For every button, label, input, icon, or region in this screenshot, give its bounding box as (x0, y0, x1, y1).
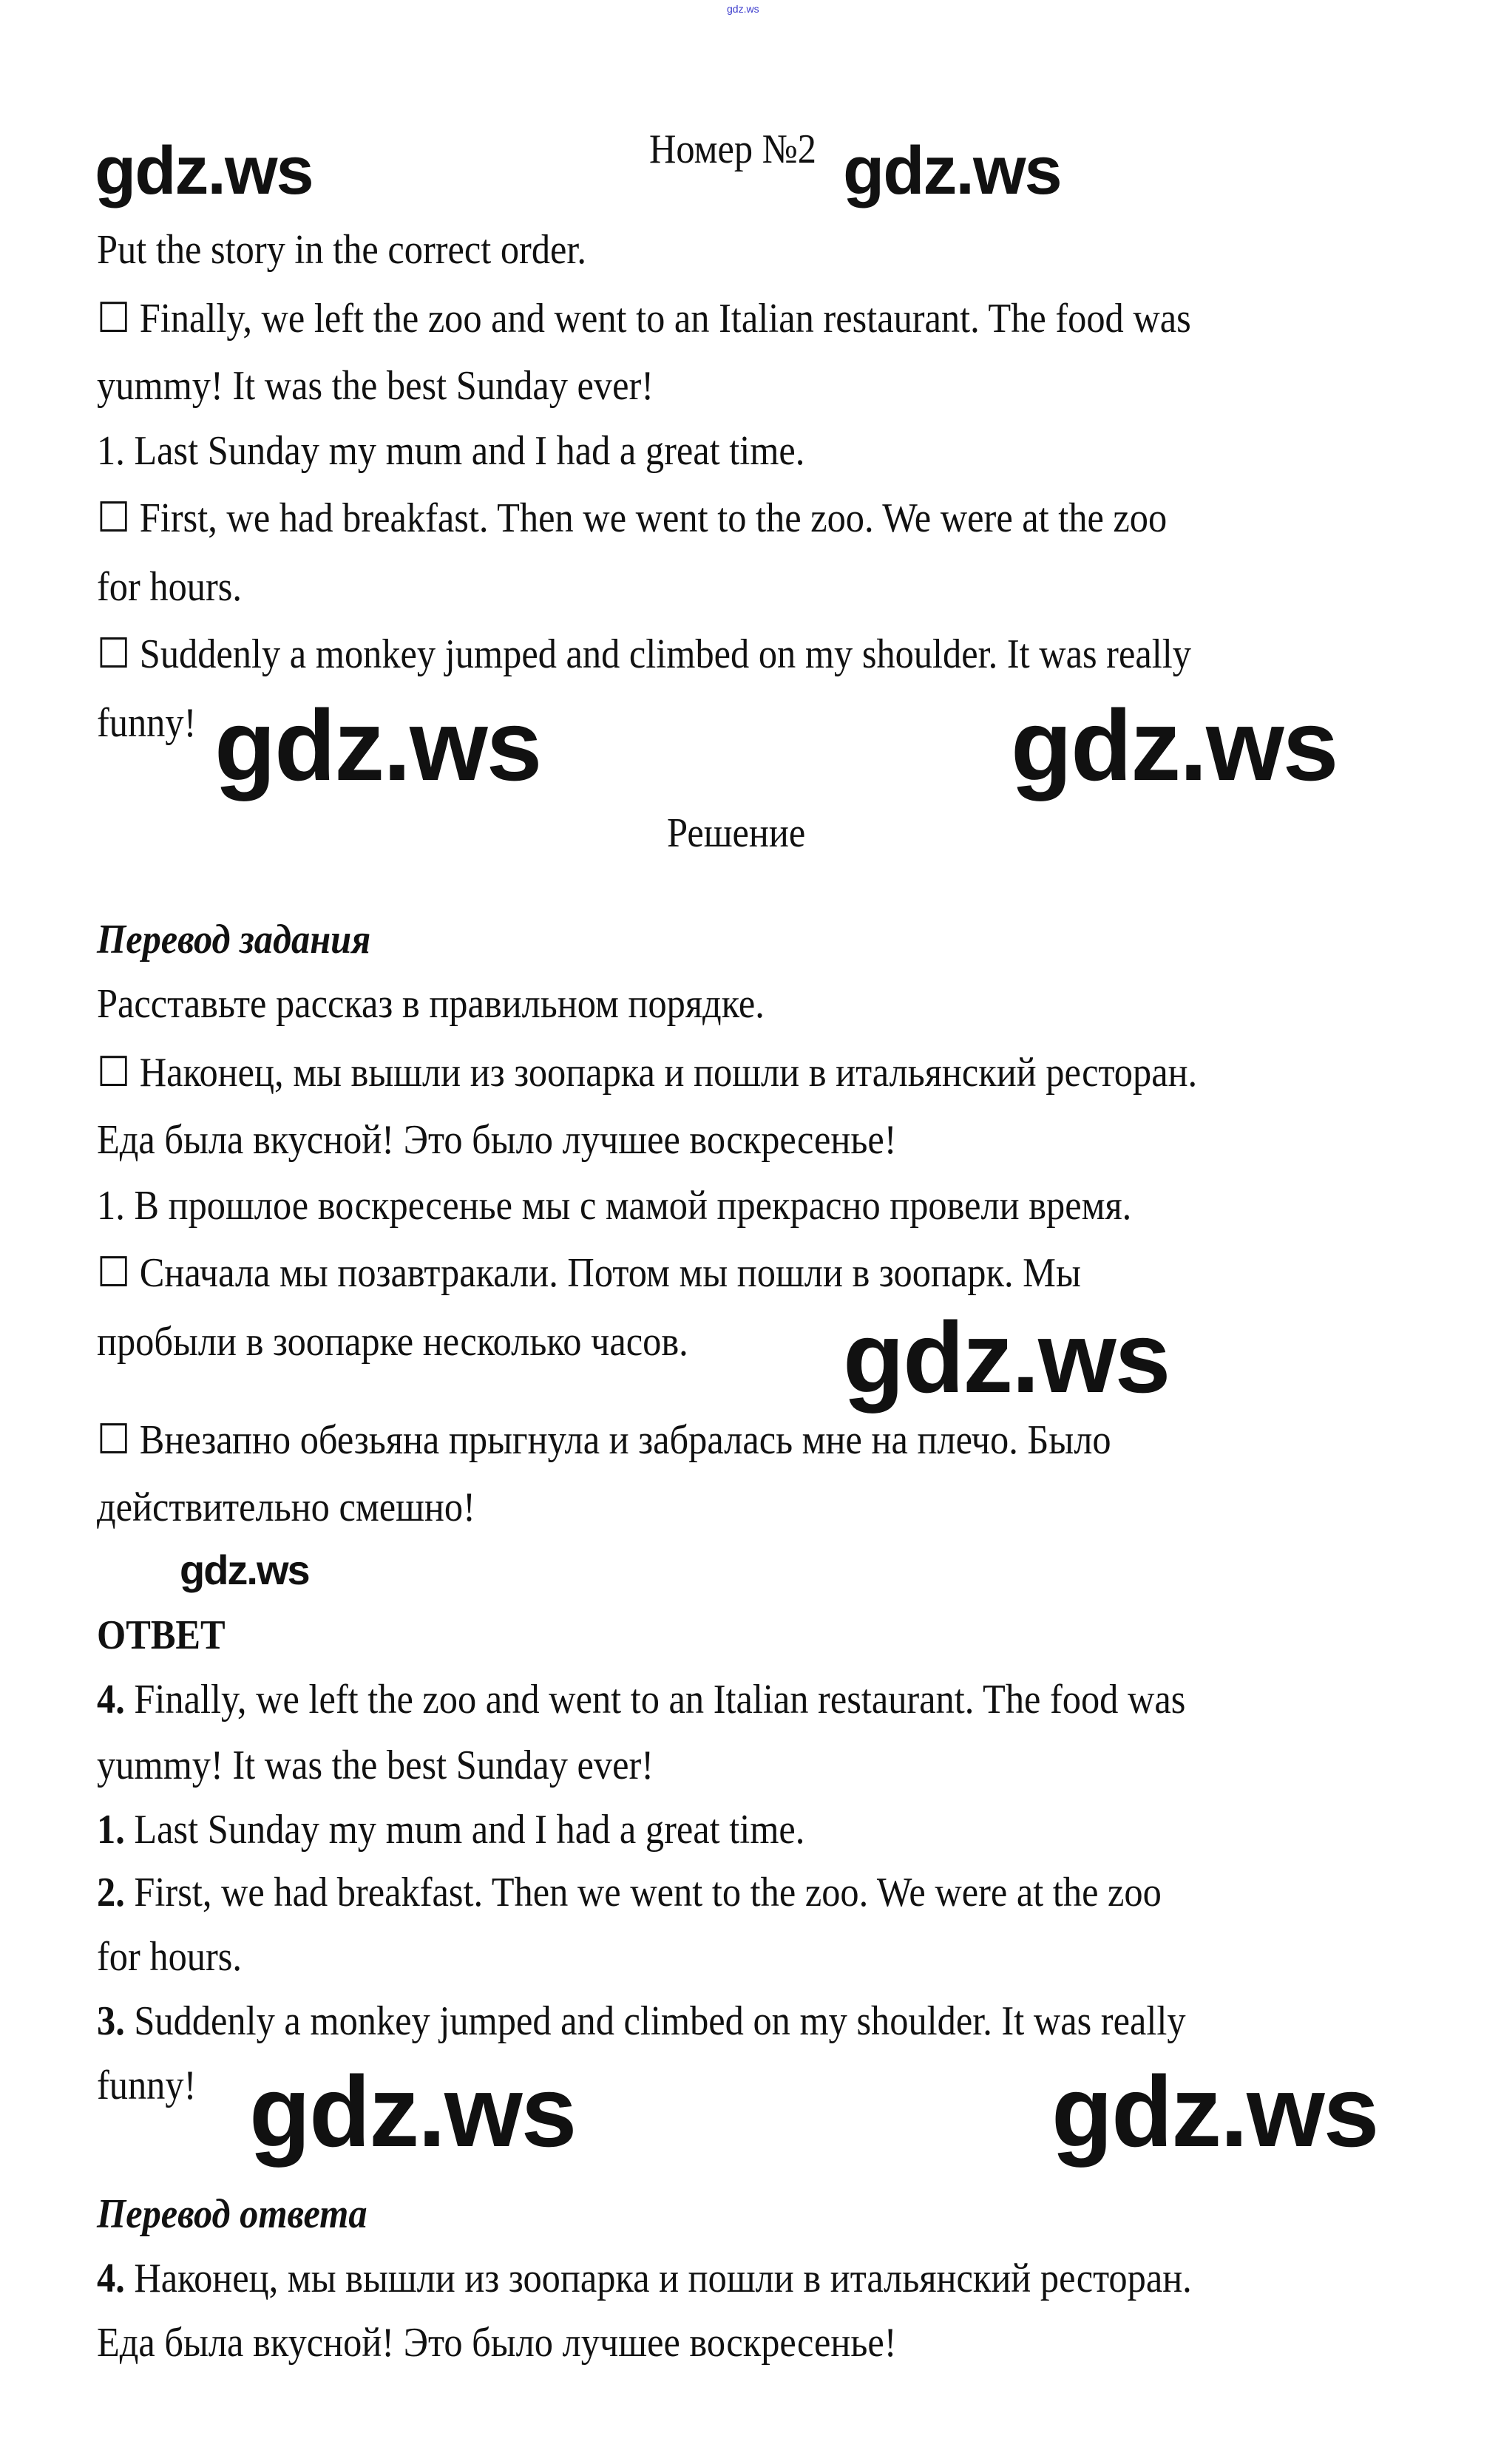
answer-translation-line (97, 2255, 1192, 2302)
task-line: for hours. (97, 564, 242, 610)
translation-line: ☐ Наконец, мы вышли из зоопарка и пошли в итальянский ресторан. (97, 1050, 1198, 1096)
task-line: ☐ Suddenly a monkey jumped and climbed on my shoulder. It was really (97, 631, 1191, 677)
answer-line (97, 1998, 1186, 2045)
watermark: gdz.ws (1051, 2055, 1378, 2168)
answer-heading: ОТВЕТ (97, 1612, 226, 1658)
answer-number: 2. (97, 1870, 125, 1915)
answer-line (97, 1742, 654, 1789)
watermark: gdz.ws (843, 1301, 1170, 1413)
translation-line: 1. В прошлое воскресенье мы с мамой прекрасно провели время. (97, 1183, 1132, 1229)
watermark: gdz.ws (95, 133, 313, 208)
watermark: gdz.ws (1011, 689, 1338, 801)
translation-line: Расставьте рассказ в правильном порядке. (97, 981, 765, 1027)
answer-number: 4. (97, 1677, 125, 1723)
answer-translation-line (97, 2319, 896, 2366)
task-line: ☐ Finally, we left the zoo and went to an Italian restaurant. The food was (97, 296, 1191, 342)
answer-text: Еда была вкусной! Это было лучшее воскресенье! (97, 2320, 897, 2366)
translation-line: действительно смешно! (97, 1484, 475, 1530)
task-instruction: Put the story in the correct order. (97, 227, 587, 273)
answer-text: Last Sunday my mum and I had a great time. (124, 1807, 805, 1853)
translation-line: ☐ Сначала мы позавтракали. Потом мы пошли в зоопарк. Мы (97, 1250, 1081, 1296)
answer-number: 4. (97, 2256, 125, 2301)
header-watermark: gdz.ws (727, 3, 759, 15)
answer-number: 3. (97, 1998, 125, 2044)
task-line: 1. Last Sunday my mum and I had a great time. (97, 428, 805, 474)
answer-text: Наконец, мы вышли из зоопарка и пошли в итальянский ресторан. (124, 2256, 1192, 2301)
answer-line (97, 1676, 1185, 1723)
watermark: gdz.ws (843, 133, 1061, 208)
translation-line: ☐ Внезапно обезьяна прыгнула и забралась мне на плечо. Было (97, 1417, 1111, 1463)
task-translation-heading: Перевод задания (97, 917, 371, 963)
answer-text: for hours. (97, 1934, 242, 1980)
task-line: yummy! It was the best Sunday ever! (97, 363, 654, 409)
answer-text: yummy! It was the best Sunday ever! (97, 1742, 654, 1788)
answer-line (97, 1806, 804, 1853)
watermark: gdz.ws (214, 689, 541, 801)
page-title: Номер №2 (649, 126, 816, 172)
answer-text: First, we had breakfast. Then we went to the zoo. We were at the zoo (124, 1870, 1162, 1915)
answer-text: Suddenly a monkey jumped and climbed on my shoulder. It was really (124, 1998, 1186, 2044)
answer-translation-heading: Перевод ответа (97, 2191, 367, 2237)
watermark: gdz.ws (249, 2055, 576, 2168)
answer-text: funny! (97, 2063, 197, 2108)
watermark: gdz.ws (180, 1547, 309, 1593)
answer-line (97, 1869, 1162, 1916)
translation-line: пробыли в зоопарке несколько часов. (97, 1319, 688, 1365)
task-line: funny! (97, 700, 197, 746)
task-line: ☐ First, we had breakfast. Then we went to the zoo. We were at the zoo (97, 495, 1168, 541)
answer-text: Finally, we left the zoo and went to an Italian restaurant. The food was (124, 1677, 1186, 1723)
translation-line: Еда была вкусной! Это было лучшее воскресенье! (97, 1117, 897, 1163)
answer-line (97, 1933, 242, 1981)
answer-line (97, 2062, 196, 2109)
solution-heading: Решение (667, 810, 806, 856)
answer-number: 1. (97, 1807, 125, 1853)
